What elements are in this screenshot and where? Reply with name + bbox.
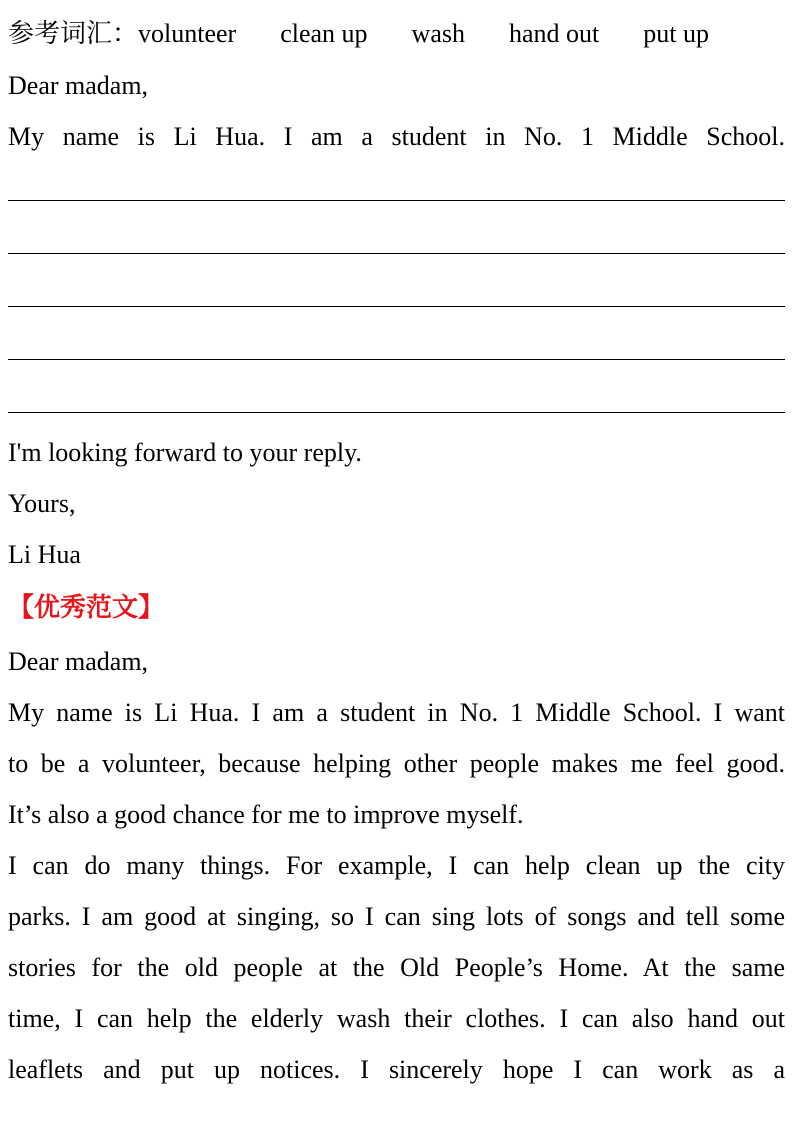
sample-essay-heading: 【优秀范文】 [8, 593, 165, 623]
vocab-word: put up [643, 19, 709, 48]
letter-closing: I'm looking forward to your reply. [8, 438, 362, 467]
writing-blank-line[interactable] [8, 268, 785, 321]
sample-text-line: My name is Li Hua. I am a student in No. 1 Middle School. I want [8, 698, 785, 727]
sample-text-line: It’s also a good chance for me to improve myself. [8, 800, 524, 829]
sample-text-line: to be a volunteer, because helping other people makes me feel good. [8, 749, 785, 778]
sample-text-line: leaflets and put up notices. I sincerely hope I can work as a [8, 1055, 785, 1084]
letter-opening: My name is Li Hua. I am a student in No. 1 Middle School. [8, 122, 785, 151]
letter-signoff: Yours, [8, 489, 76, 518]
vocab-word: clean up [280, 19, 368, 48]
sample-text-line: I can do many things. For example, I can help clean up the city [8, 851, 785, 880]
vocab-word: hand out [508, 19, 600, 48]
letter-signature: Li Hua [8, 540, 81, 569]
document-page [8, 0, 785, 1095]
vocab-word: volunteer [138, 19, 237, 48]
writing-blank-line[interactable] [8, 215, 785, 268]
sample-greeting: Dear madam, [8, 647, 149, 676]
vocabulary-label: 参考词汇： [8, 19, 139, 48]
sample-text-line: stories for the old people at the Old People’s Home. At the same [8, 953, 785, 982]
writing-blank-line[interactable] [8, 162, 785, 215]
sample-essay-body [8, 687, 785, 1095]
letter-greeting: Dear madam, [8, 71, 149, 100]
sample-text-line: parks. I am good at singing, so I can sing lots of songs and tell some [8, 902, 785, 931]
sample-text-line: time, I can help the elderly wash their clothes. I can also hand out [8, 1004, 785, 1033]
vocab-word: wash [411, 19, 465, 48]
writing-blank-line[interactable] [8, 374, 785, 427]
writing-area [8, 162, 785, 427]
vocabulary-line [8, 0, 785, 68]
writing-blank-line[interactable] [8, 321, 785, 374]
